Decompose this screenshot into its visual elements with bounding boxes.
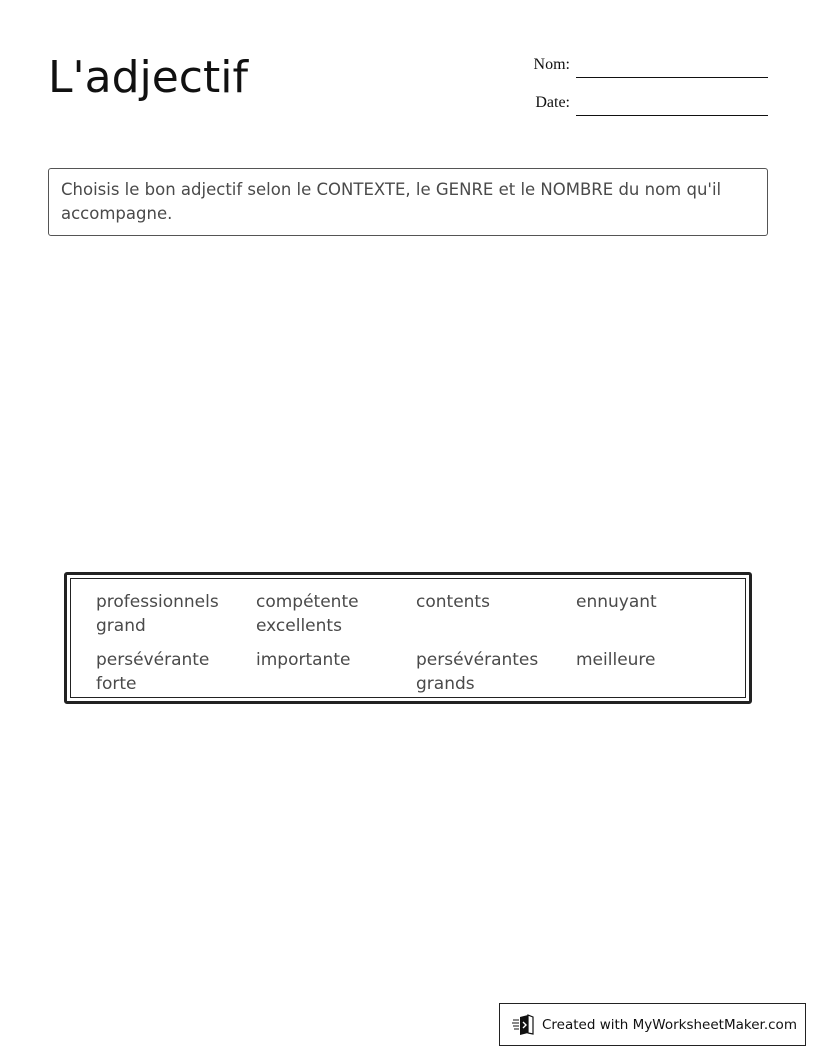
name-field <box>500 50 768 78</box>
word-bank-word: persévérantes <box>416 650 539 670</box>
date-label: Date: <box>535 94 570 111</box>
word-bank-word: grands <box>416 674 475 694</box>
word-bank-word: ennuyant <box>576 592 657 612</box>
word-bank-word: importante <box>256 650 351 670</box>
instructions-box <box>48 168 768 236</box>
word-bank-word: forte <box>96 674 137 694</box>
word-bank <box>64 572 752 704</box>
word-bank-word: persévérante <box>96 650 210 670</box>
book-logo-icon <box>512 1013 536 1037</box>
word-bank-word: excellents <box>256 616 342 636</box>
footer-text: Created with MyWorksheetMaker.com <box>542 1016 797 1033</box>
word-bank-word: compétente <box>256 592 359 612</box>
word-bank-cell <box>96 590 256 648</box>
word-bank-word: meilleure <box>576 650 656 670</box>
word-bank-cell <box>256 590 416 648</box>
word-bank-word: grand <box>96 616 146 636</box>
word-bank-grid <box>70 578 746 698</box>
footer-badge[interactable] <box>499 1003 806 1046</box>
date-field <box>500 88 768 116</box>
page-title: L'adjectif <box>48 52 248 103</box>
word-bank-cell <box>96 648 256 706</box>
word-bank-cell <box>416 590 576 648</box>
word-bank-word: professionnels <box>96 592 219 612</box>
name-label: Nom: <box>533 56 570 73</box>
word-bank-cell <box>416 648 576 706</box>
word-bank-cell <box>256 648 416 706</box>
word-bank-cell <box>576 590 736 648</box>
word-bank-word: contents <box>416 592 490 612</box>
word-bank-cell <box>576 648 736 706</box>
name-line[interactable] <box>576 77 768 78</box>
instructions-text: Choisis le bon adjectif selon le CONTEXTE, le GENRE et le NOMBRE du nom qu'il accompagne. <box>61 180 722 223</box>
date-line[interactable] <box>576 115 768 116</box>
